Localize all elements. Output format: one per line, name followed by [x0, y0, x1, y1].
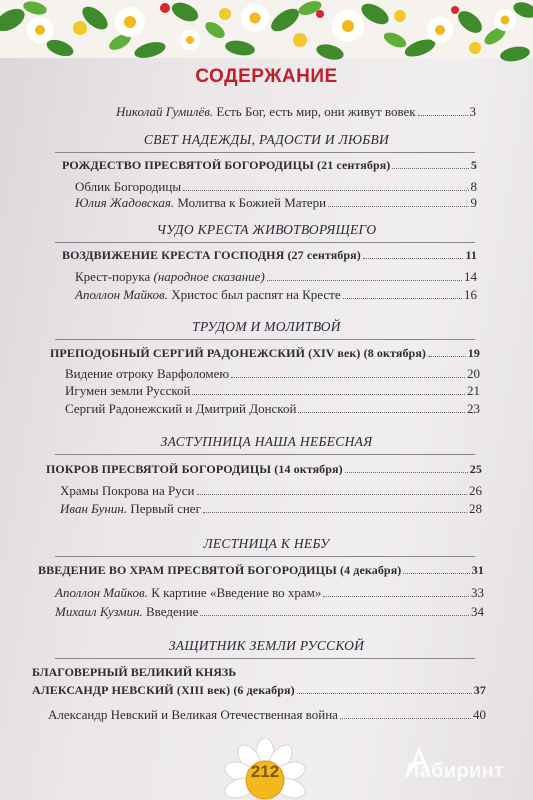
- leader-dots: [231, 368, 465, 378]
- entry-title: Первый снег: [127, 501, 201, 516]
- toc-entry[interactable]: [60, 501, 482, 517]
- toc-feast-entry[interactable]: [46, 462, 482, 477]
- section-heading: ЛЕСТНИЦА К НЕБУ: [203, 536, 330, 551]
- entry-title: Облик Богородицы: [75, 179, 182, 194]
- entry-title: Введение: [142, 604, 199, 619]
- entry-title: Крест-порука: [75, 269, 154, 284]
- section-heading: ЧУДО КРЕСТА ЖИВОТВОРЯЩЕГО: [156, 222, 377, 237]
- entry-title: Сергий Радонежский и Дмитрий Донской: [65, 401, 297, 416]
- entry-page: 40: [473, 707, 486, 722]
- page-number: 212: [250, 762, 280, 781]
- leader-dots: [363, 250, 464, 259]
- toc-entry[interactable]: [65, 383, 480, 399]
- entry-title: Есть Бог, есть мир, они живут вовек: [213, 104, 416, 119]
- feast-title: ПОКРОВ ПРЕСВЯТОЙ БОГОРОДИЦЫ (14 октября): [46, 462, 343, 476]
- feast-title: РОЖДЕСТВО ПРЕСВЯТОЙ БОГОРОДИЦЫ (21 сентября): [62, 158, 391, 172]
- leader-dots: [328, 197, 468, 207]
- toc-entry[interactable]: [75, 269, 477, 285]
- entry-page: 16: [464, 287, 477, 302]
- section-heading: ЗАЩИТНИК ЗЕМЛИ РУССКОЙ: [168, 638, 365, 653]
- toc-entry[interactable]: [75, 179, 477, 195]
- feast-title: ВВЕДЕНИЕ ВО ХРАМ ПРЕСВЯТОЙ БОГОРОДИЦЫ (4 декабря): [38, 563, 402, 577]
- entry-page: 14: [464, 269, 477, 284]
- leader-dots: [203, 503, 467, 513]
- entry-title: Игумен земли Русской: [65, 383, 191, 398]
- entry-page: 34: [471, 604, 484, 619]
- section-heading: СВЕТ НАДЕЖДЫ, РАДОСТИ И ЛЮБВИ: [143, 132, 390, 147]
- section-divider: [55, 152, 475, 153]
- leader-dots: [298, 403, 465, 413]
- feast-title: ПРЕПОДОБНЫЙ СЕРГИЙ РАДОНЕЖСКИЙ (XIV век) (8 октября): [50, 346, 427, 360]
- entry-author: Иван Бунин.: [60, 501, 128, 516]
- entry-page: 28: [469, 501, 482, 516]
- toc-entry[interactable]: [65, 401, 480, 417]
- toc-feast-entry[interactable]: [62, 158, 477, 173]
- section-divider: [55, 454, 475, 455]
- watermark: Лабиринт: [405, 760, 505, 782]
- toc-entry[interactable]: [55, 604, 484, 620]
- toc-feast-entry[interactable]: [38, 563, 484, 578]
- entry-title: Александр Невский и Великая Отечественная война: [48, 707, 338, 722]
- entry-page: 26: [469, 483, 482, 498]
- entry-author: Михаил Кузмин.: [55, 604, 143, 619]
- leader-dots: [297, 685, 472, 694]
- entry-page: 37: [473, 683, 486, 697]
- toc-entry[interactable]: [55, 585, 484, 601]
- leader-dots: [323, 587, 469, 597]
- entry-title: Христос был распят на Кресте: [167, 287, 341, 302]
- toc-entry[interactable]: [60, 483, 482, 499]
- entry-page: 20: [467, 366, 480, 381]
- toc-feast-entry[interactable]: [50, 346, 480, 361]
- entry-page: 11: [465, 248, 477, 262]
- entry-page: 23: [467, 401, 480, 416]
- entry-page: 19: [467, 346, 480, 360]
- entry-page: 33: [471, 585, 484, 600]
- entry-note: (народное сказание): [153, 269, 265, 284]
- toc-feast-entry[interactable]: [62, 248, 477, 263]
- toc-entry[interactable]: [75, 287, 477, 303]
- entry-author: Николай Гумилёв.: [116, 104, 214, 119]
- page-title: СОДЕРЖАНИЕ: [195, 66, 338, 87]
- feast-title-line1: БЛАГОВЕРНЫЙ ВЕЛИКИЙ КНЯЗЬ: [32, 665, 237, 679]
- section-divider: [55, 339, 475, 340]
- leader-dots: [428, 348, 466, 357]
- entry-page: 9: [470, 195, 477, 210]
- leader-dots: [340, 709, 471, 719]
- entry-page: 5: [470, 158, 477, 172]
- entry-page: 25: [469, 462, 482, 476]
- toc-entry[interactable]: [48, 707, 486, 723]
- entry-author: Аполлон Майков.: [75, 287, 168, 302]
- toc-feast-entry[interactable]: [32, 683, 486, 698]
- feast-title: ВОЗДВИЖЕНИЕ КРЕСТА ГОСПОДНЯ (27 сентября): [62, 248, 361, 262]
- entry-title: Молитва к Божией Матери: [174, 195, 327, 210]
- entry-title: К картине «Введение во храм»: [147, 585, 322, 600]
- entry-title: Видение отроку Варфоломею: [65, 366, 230, 381]
- section-divider: [55, 658, 475, 659]
- entry-page: 21: [467, 383, 480, 398]
- toc-entry[interactable]: [75, 195, 477, 211]
- entry-page: 31: [471, 563, 484, 577]
- leader-dots: [403, 565, 469, 574]
- entry-title: Храмы Покрова на Руси: [60, 483, 195, 498]
- feast-title: АЛЕКСАНДР НЕВСКИЙ (XIII век) (6 декабря): [32, 683, 295, 697]
- entry-author: Юлия Жадовская.: [75, 195, 175, 210]
- section-divider: [55, 556, 475, 557]
- section-heading: ТРУДОМ И МОЛИТВОЙ: [192, 319, 341, 334]
- toc-entry-epigraph[interactable]: [116, 104, 476, 120]
- leader-dots: [343, 289, 462, 299]
- leader-dots: [197, 485, 468, 495]
- leader-dots: [192, 385, 465, 395]
- leader-dots: [267, 271, 462, 281]
- entry-page: 3: [469, 104, 476, 119]
- leader-dots: [200, 606, 469, 616]
- leader-dots: [183, 181, 468, 191]
- leader-dots: [345, 464, 468, 473]
- section-divider: [55, 242, 475, 243]
- entry-page: 8: [470, 179, 477, 194]
- toc-entry[interactable]: [65, 366, 480, 382]
- entry-author: Аполлон Майков.: [55, 585, 148, 600]
- leader-dots: [418, 106, 468, 116]
- leader-dots: [392, 160, 468, 169]
- section-heading: ЗАСТУПНИЦА НАША НЕБЕСНАЯ: [160, 434, 373, 449]
